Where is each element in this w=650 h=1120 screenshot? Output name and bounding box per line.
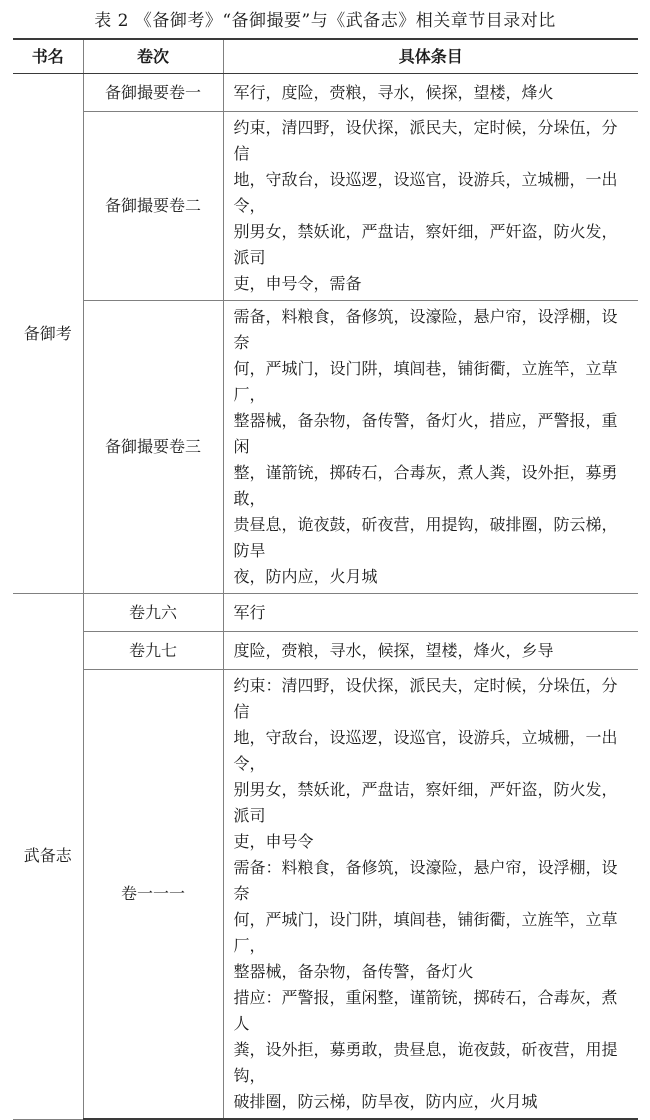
items-cell xyxy=(223,594,638,632)
items-text: 军行，度险，赍粮，寻水，候探，望楼，烽火 xyxy=(233,82,554,102)
book-cell-wubeizhi: 武备志 xyxy=(13,594,83,1120)
table-row xyxy=(13,670,638,1120)
items-cell xyxy=(223,301,638,594)
table-header-row xyxy=(13,39,638,74)
volume-cell: 卷一一一 xyxy=(83,670,223,1120)
items-cell xyxy=(223,112,638,301)
items-text: 度险，赍粮，寻水，候探，望楼，烽火，乡导 xyxy=(233,640,554,660)
volume-cell: 备御撮要卷二 xyxy=(83,112,223,301)
table-row xyxy=(13,74,638,112)
table-row xyxy=(13,301,638,594)
header-items: 具体条目 xyxy=(223,39,638,74)
items-text: 约束，清四野，设伏探，派民夫，定时候，分垛伍，分信 地，守敌台，设巡逻，设巡官，设游兵，立城栅，一出令， 别男女，禁妖讹，严盘诘，察奸细，严奸盗，防火发，派司 吏，申号令，需备 xyxy=(233,118,618,293)
volume-cell: 备御撮要卷三 xyxy=(83,301,223,594)
table-row xyxy=(13,112,638,301)
items-cell xyxy=(223,670,638,1120)
items-text: 约束：清四野，设伏探，派民夫，定时候，分垛伍，分信 地，守敌台，设巡逻，设巡官，设游兵，立城栅，一出令， 别男女，禁妖讹，严盘诘，察奸细，严奸盗，防火发，派司 吏，申号令 需备：料粮食，备修筑，设濠险，悬户帘，设浮棚，设奈 何，严城门，设门阱，填闾巷，铺街衢，立旌竿，立草厂， 整器械，备杂物，备传警，备灯火 措应：严警报，重闲整，谨箭铳，掷砖石，合毒灰，煮人 粪，设外拒，募勇敢，贵昼息，诡夜鼓，斫夜营，用提钩， 破排圈，防云梯，防旱夜，防内应，火月城 xyxy=(233,676,618,1111)
table-row xyxy=(13,594,638,632)
table-caption: 表 2 《备御考》“备御撮要”与《武备志》相关章节目录对比 xyxy=(94,11,556,31)
comparison-table xyxy=(13,38,638,1120)
items-cell xyxy=(223,632,638,670)
volume-cell: 卷九六 xyxy=(83,594,223,632)
book-cell-beiyukao: 备御考 xyxy=(13,74,83,594)
items-text: 军行 xyxy=(233,602,266,622)
items-text: 需备，料粮食，备修筑，设濠险，悬户帘，设浮棚，设奈 何，严城门，设门阱，填闾巷，铺街衢，立旌竿，立草厂， 整器械，备杂物，备传警，备灯火，措应，严警报，重闲 整，谨箭铳，掷砖石，合毒灰，煮人粪，设外拒，募勇敢， 贵昼息，诡夜鼓，斫夜营，用提钩，破排圈，防云梯，防旱 夜，防内应，火月城 xyxy=(233,307,618,586)
volume-cell: 备御撮要卷一 xyxy=(83,74,223,112)
table-row xyxy=(13,632,638,670)
header-volume: 卷次 xyxy=(83,39,223,74)
header-book: 书名 xyxy=(13,39,83,74)
volume-cell: 卷九七 xyxy=(83,632,223,670)
items-cell xyxy=(223,74,638,112)
